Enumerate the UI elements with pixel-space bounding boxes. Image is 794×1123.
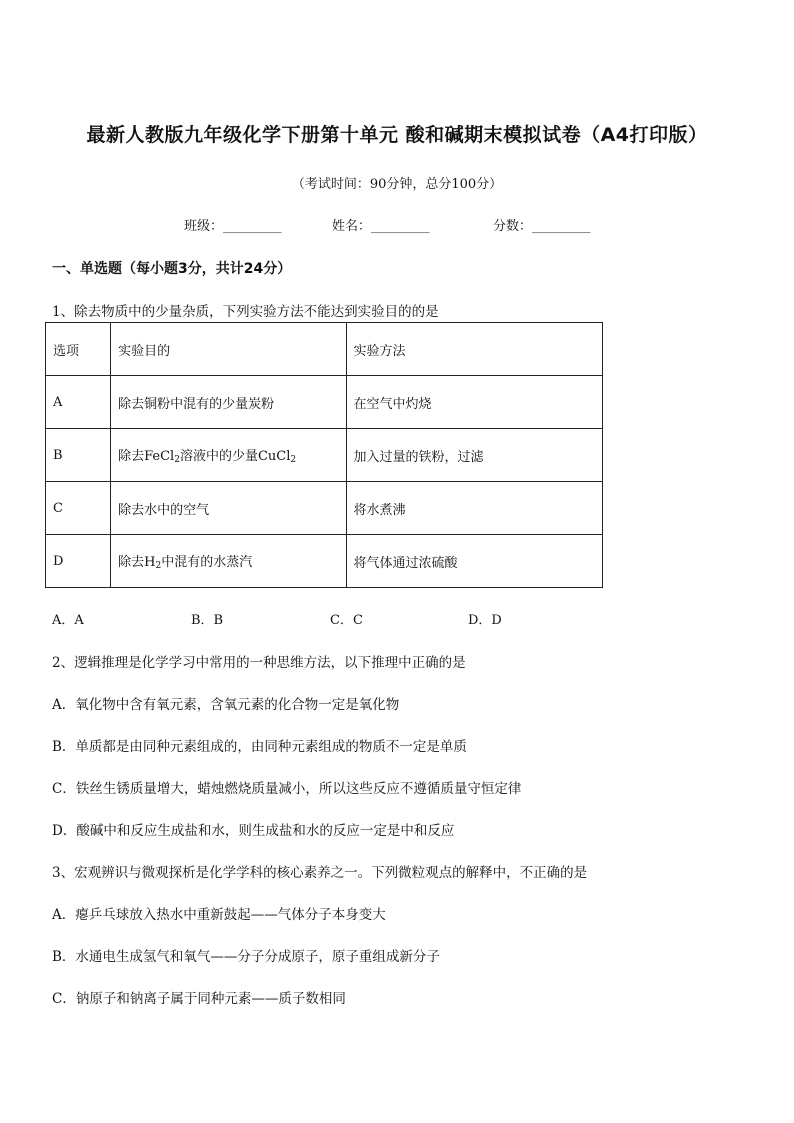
method-cell: 将水煮沸 [346, 482, 602, 535]
question-3-option-c[interactable]: C．钠原子和钠离子属于同种元素——质子数相同 [52, 991, 346, 1007]
table-header-cell: 选项 [46, 323, 111, 376]
option-cell: C [46, 482, 111, 535]
choice-b[interactable]: B．B [191, 613, 224, 628]
table-row [46, 535, 603, 588]
purpose-cell [111, 429, 346, 482]
score-field[interactable]: 分数：_________ [493, 219, 591, 234]
question-2-option-b[interactable]: B．单质都是由同种元素组成的，由同种元素组成的物质不一定是单质 [52, 739, 467, 755]
subscript: 2 [290, 455, 297, 465]
method-cell: 加入过量的铁粉，过滤 [346, 429, 602, 482]
purpose-text: 中混有的水蒸汽 [161, 555, 253, 570]
method-cell: 在空气中灼烧 [346, 376, 602, 429]
question-3-option-a[interactable]: A．瘪乒乓球放入热水中重新鼓起——气体分子本身变大 [52, 907, 386, 923]
option-cell: B [46, 429, 111, 482]
purpose-cell [111, 535, 346, 588]
table-row [46, 482, 603, 535]
choice-d[interactable]: D．D [468, 613, 502, 628]
purpose-text: 除去H [118, 555, 156, 570]
question-3-option-b[interactable]: B．水通电生成氢气和氧气——分子分成原子，原子重组成新分子 [52, 949, 440, 965]
exam-subtitle: （考试时间：90分钟，总分100分） [291, 177, 503, 192]
table-row [46, 429, 603, 482]
purpose-text: 除去FeCl [118, 449, 175, 464]
purpose-text: 溶液中的少量CuCl [179, 449, 291, 464]
exam-title: 最新人教版九年级化学下册第十单元 酸和碱期末模拟试卷（A4打印版） [86, 124, 708, 146]
purpose-cell: 除去铜粉中混有的少量炭粉 [111, 376, 346, 429]
question-1-table [45, 322, 603, 588]
question-3-stem: 3、宏观辨识与微观探析是化学学科的核心素养之一。下列微粒观点的解释中，不正确的是 [52, 865, 588, 881]
question-2-option-c[interactable]: C．铁丝生锈质量增大，蜡烛燃烧质量减小，所以这些反应不遵循质量守恒定律 [52, 781, 522, 797]
question-1-stem: 1、除去物质中的少量杂质，下列实验方法不能达到实验目的的是 [52, 304, 439, 320]
option-cell: A [46, 376, 111, 429]
option-cell: D [46, 535, 111, 588]
question-2-option-a[interactable]: A．氧化物中含有氧元素，含氧元素的化合物一定是氧化物 [52, 697, 400, 713]
purpose-cell: 除去水中的空气 [111, 482, 346, 535]
table-header-cell: 实验目的 [111, 323, 346, 376]
choice-a[interactable]: A．A [52, 613, 84, 628]
table-header-cell: 实验方法 [346, 323, 602, 376]
question-2-option-d[interactable]: D．酸碱中和反应生成盐和水，则生成盐和水的反应一定是中和反应 [52, 823, 455, 839]
section-heading: 一、单选题（每小题3分，共计24分） [52, 261, 292, 277]
class-field[interactable]: 班级：_________ [184, 219, 282, 234]
subscript: 2 [155, 561, 162, 571]
subscript: 2 [174, 455, 180, 465]
table-header-row [46, 323, 603, 376]
choice-c[interactable]: C．C [330, 613, 363, 628]
question-2-stem: 2、逻辑推理是化学学习中常用的一种思维方法，以下推理中正确的是 [52, 655, 466, 671]
method-cell: 将气体通过浓硫酸 [346, 535, 602, 588]
table-row [46, 376, 603, 429]
name-field[interactable]: 姓名：_________ [332, 219, 430, 234]
